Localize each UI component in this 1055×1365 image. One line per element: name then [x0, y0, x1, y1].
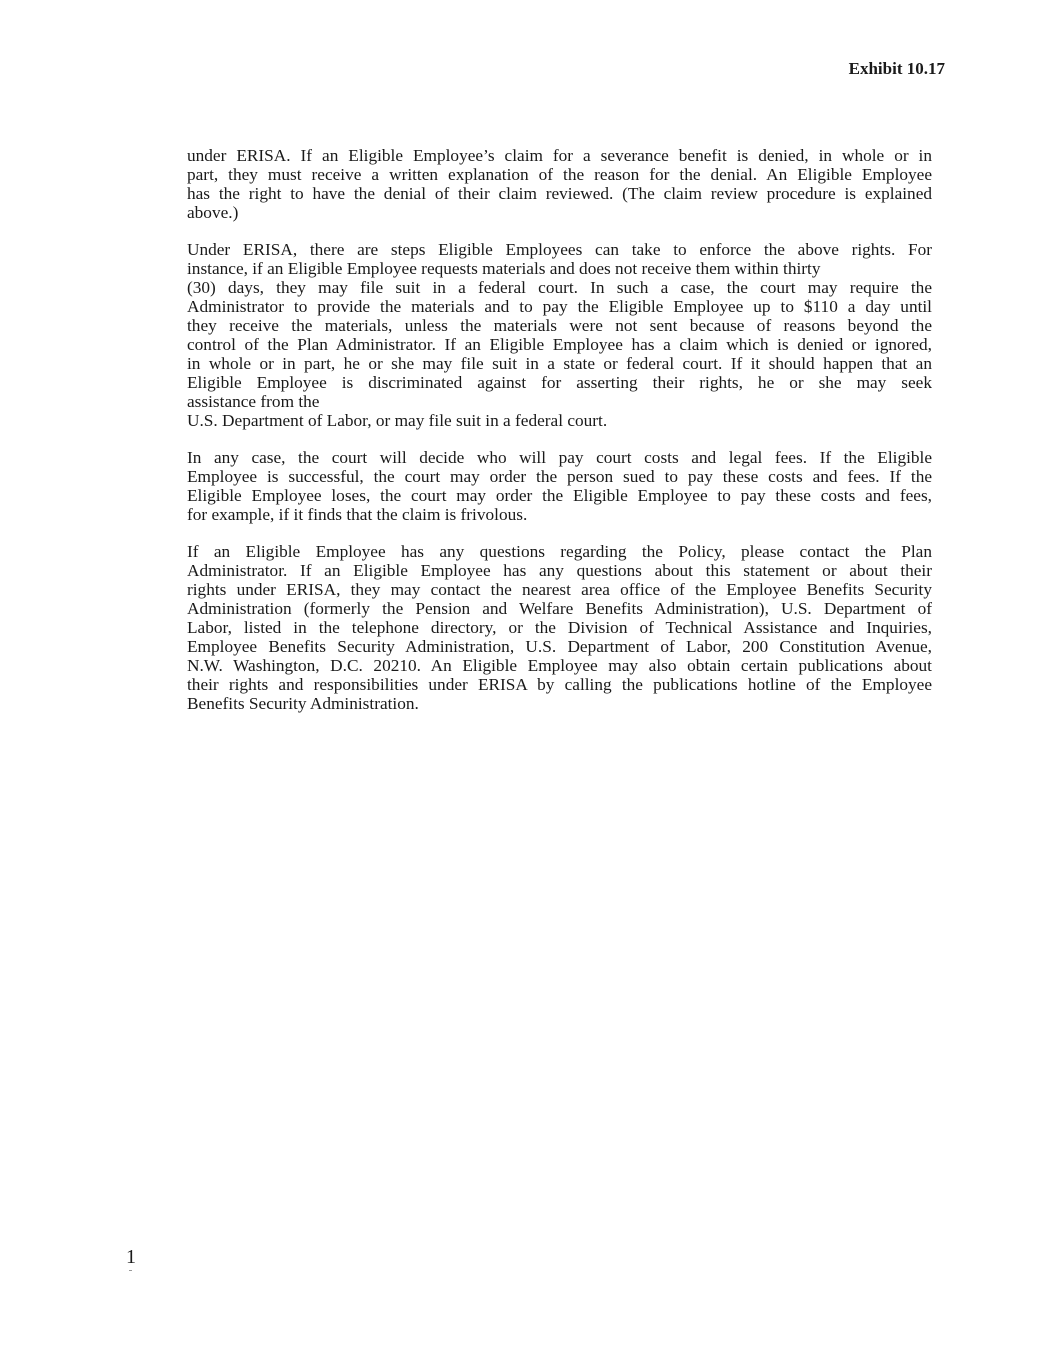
- text-line: for example, if it finds that the claim is frivolous.: [187, 505, 528, 524]
- text-line: Employee Benefits Security Administration, U.S. Department of Labor, 200 Constitution Avenue,: [187, 637, 932, 656]
- text-line: has the right to have the denial of their claim reviewed. (The claim review procedure is explained: [187, 184, 932, 203]
- paragraph-court-costs: [187, 448, 932, 524]
- text-line: their rights and responsibilities under ERISA by calling the publications hotline of the Employee: [187, 675, 932, 694]
- text-line: Administrator. If an Eligible Employee has any questions about this statement or about their: [187, 561, 932, 580]
- text-line: Benefits Security Administration.: [187, 694, 419, 713]
- text-line: Under ERISA, there are steps Eligible Employees can take to enforce the above rights. For: [187, 240, 932, 259]
- text-line: In any case, the court will decide who will pay court costs and legal fees. If the Eligible: [187, 448, 932, 467]
- text-line: Labor, listed in the telephone directory, or the Division of Technical Assistance and Inquiries,: [187, 618, 932, 637]
- text-line: in whole or in part, he or she may file suit in a state or federal court. If it should happen that an: [187, 354, 932, 373]
- page-number-underline: [129, 1270, 132, 1271]
- text-line: instance, if an Eligible Employee requests materials and does not receive them within thirty: [187, 259, 821, 278]
- paragraph-questions-contact: [187, 542, 932, 713]
- text-line: Administration (formerly the Pension and Welfare Benefits Administration), U.S. Department of: [187, 599, 932, 618]
- exhibit-label: Exhibit 10.17: [848, 59, 945, 78]
- page-number: 1: [126, 1246, 136, 1268]
- text-line: If an Eligible Employee has any questions regarding the Policy, please contact the Plan: [187, 542, 932, 561]
- text-line: part, they must receive a written explanation of the reason for the denial. An Eligible Employee: [187, 165, 932, 184]
- text-line: U.S. Department of Labor, or may file suit in a federal court.: [187, 411, 608, 430]
- text-line: under ERISA. If an Eligible Employee’s claim for a severance benefit is denied, in whole or in: [187, 146, 932, 165]
- text-line: above.): [187, 203, 239, 222]
- text-line: they receive the materials, unless the materials were not sent because of reasons beyond the: [187, 316, 932, 335]
- text-line: Eligible Employee is discriminated against for asserting their rights, he or she may seek: [187, 373, 932, 392]
- text-line: N.W. Washington, D.C. 20210. An Eligible Employee may also obtain certain publications about: [187, 656, 932, 675]
- text-line: (30) days, they may file suit in a federal court. In such a case, the court may require the: [187, 278, 932, 297]
- text-line: Administrator to provide the materials and to pay the Eligible Employee up to $110 a day until: [187, 297, 932, 316]
- paragraph-enforce-rights: [187, 240, 932, 430]
- paragraph-erisa-claim-denial: [187, 146, 932, 222]
- text-line: Employee is successful, the court may order the person sued to pay these costs and fees. If the: [187, 467, 932, 486]
- text-line: Eligible Employee loses, the court may order the Eligible Employee to pay these costs and fees,: [187, 486, 932, 505]
- text-line: rights under ERISA, they may contact the nearest area office of the Employee Benefits Security: [187, 580, 932, 599]
- text-line: assistance from the: [187, 392, 320, 411]
- document-body: [187, 146, 932, 731]
- text-line: control of the Plan Administrator. If an Eligible Employee has a claim which is denied or ignored,: [187, 335, 932, 354]
